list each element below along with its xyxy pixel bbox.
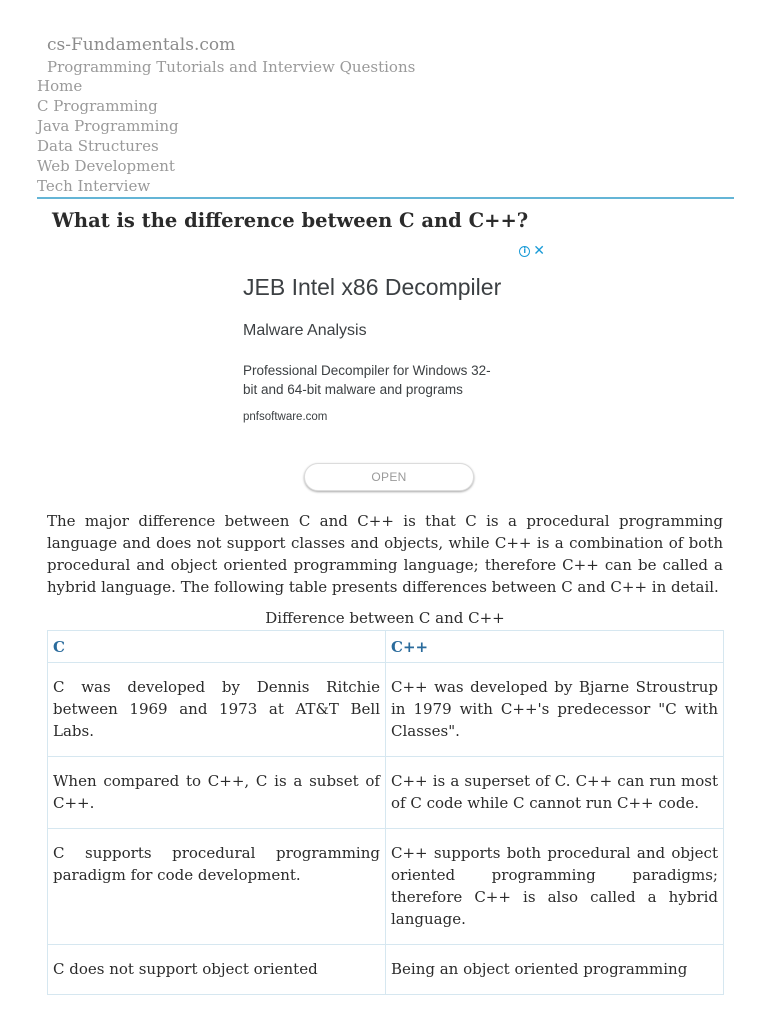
nav-item-tech-interview[interactable]: Tech Interview (37, 177, 151, 195)
intro-paragraph: The major difference between C and C++ is that C is a procedural programming language and does not support classes and objects, while C++ is a combination of both procedural and object oriented programming language; therefore C++ can be called a hybrid language. The following table presents differences between C and C++ in detail. (47, 512, 723, 596)
ad-subheadline: Malware Analysis (243, 322, 367, 339)
ad-banner[interactable] (215, 240, 555, 502)
table-cell-cpp: Being an object oriented programming (386, 945, 724, 995)
ad-description (243, 361, 491, 399)
ad-open-button[interactable]: OPEN (304, 463, 474, 491)
site-title[interactable]: cs-Fundamentals.com (47, 35, 236, 55)
article-title: What is the difference between C and C++? (52, 209, 529, 232)
table-row (48, 945, 724, 995)
nav-divider (37, 197, 734, 199)
nav-item-home[interactable]: Home (37, 77, 83, 95)
table-header-row (48, 631, 724, 663)
info-icon[interactable]: i (519, 246, 530, 257)
ad-url[interactable]: pnfsoftware.com (243, 411, 328, 423)
table-header-cpp: C++ (386, 631, 724, 663)
table-cell-cpp: C++ was developed by Bjarne Stroustrup in 1979 with C++'s predecessor "C with Classes". (386, 663, 724, 757)
table-row (48, 829, 724, 945)
close-icon[interactable]: ✕ (533, 243, 545, 259)
table-caption: Difference between C and C++ (265, 609, 505, 627)
ad-description-line-1: Professional Decompiler for Windows 32- (243, 363, 491, 378)
nav-item-java-programming[interactable]: Java Programming (37, 117, 179, 135)
table-cell-c: C was developed by Dennis Ritchie between 1969 and 1973 at AT&T Bell Labs. (48, 663, 386, 757)
table-cell-c: C supports procedural programming paradigm for code development. (48, 829, 386, 945)
table-cell-cpp: C++ is a superset of C. C++ can run most of C code while C cannot run C++ code. (386, 757, 724, 829)
table-header-c: C (48, 631, 386, 663)
ad-choices[interactable] (519, 245, 545, 258)
table-row (48, 757, 724, 829)
comparison-table (47, 630, 724, 995)
table-cell-cpp: C++ supports both procedural and object oriented programming paradigms; therefore C++ is also called a hybrid language. (386, 829, 724, 945)
table-cell-c: When compared to C++, C is a subset of C++. (48, 757, 386, 829)
ad-description-line-2: bit and 64-bit malware and programs (243, 382, 463, 397)
table-cell-c: C does not support object oriented (48, 945, 386, 995)
nav-item-data-structures[interactable]: Data Structures (37, 137, 159, 155)
main-nav (37, 76, 179, 196)
nav-item-c-programming[interactable]: C Programming (37, 97, 158, 115)
ad-headline[interactable]: JEB Intel x86 Decompiler (243, 274, 502, 300)
site-tagline: Programming Tutorials and Interview Questions (47, 58, 416, 76)
ad-content[interactable] (243, 240, 502, 502)
table-row (48, 663, 724, 757)
nav-item-web-development[interactable]: Web Development (37, 157, 175, 175)
